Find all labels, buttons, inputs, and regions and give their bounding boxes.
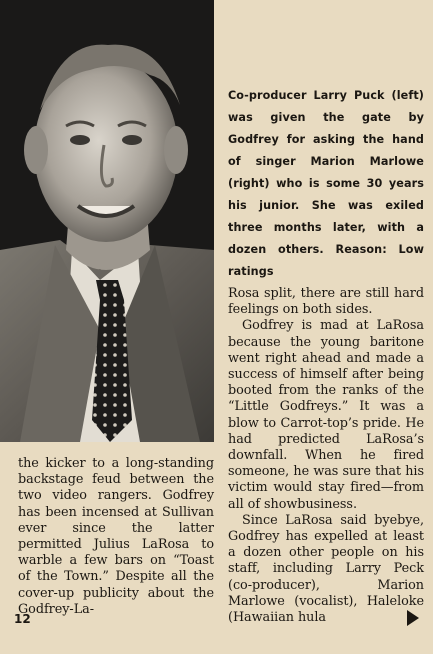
page-number: 12 [14,612,31,626]
paragraph: the kicker to a long-standing backstage feud between the two video rangers. Godfrey has been incensed at Sullivan ever since the latter permitted Julius LaRosa to warble a few bars on “Toast of the Town.” Despite all the cover-up publicity about the Godfrey-La- [18,456,214,617]
paragraph: Godfrey is mad at LaRosa because the young baritone went right ahead and made a success of himself after being booted from the ranks of the “Little Godfreys.” It was a blow to Carrot-top’s pride. He had predicted LaRosa’s downfall. When he fired someone, he was sure that his victim would stay fired—from all of showbusiness. [228,318,424,512]
article-column-right [228,286,424,626]
continue-arrow-icon [407,610,419,630]
photo-caption: Co-producer Larry Puck (left) was given the gate by Godfrey for asking the hand of singer Marion Marlowe (right) who is some 30 years his junior. She was exiled three months later, with a dozen others. Reason: Low ratings [228,89,424,278]
portrait-photo [0,0,214,442]
article-column-left [18,456,214,618]
paragraph: Rosa split, there are still hard feelings on both sides. [228,286,424,318]
paragraph: Since LaRosa said byebye, Godfrey has expelled at least a dozen other people on his staff, including Larry Peck (co-producer), Marion Marlowe (vocalist), Haleloke (Hawaiian hula [228,512,424,626]
